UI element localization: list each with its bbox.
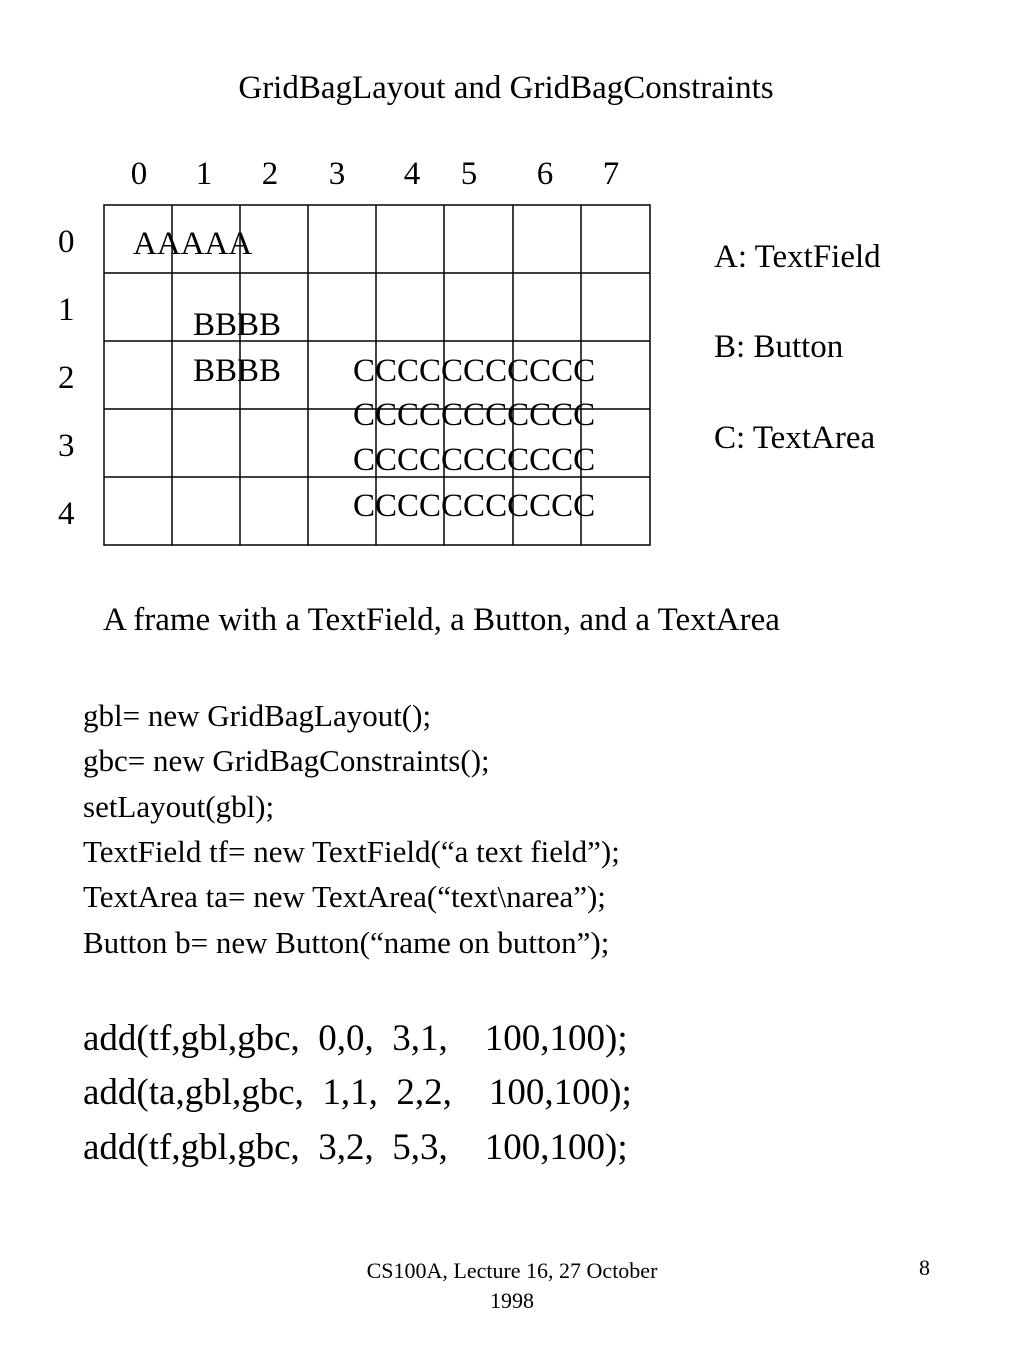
grid-column-label: 7 <box>602 156 620 192</box>
textarea-cells-line2: CCCCCCCCCCC <box>353 397 596 433</box>
grid-column-label: 0 <box>130 156 148 192</box>
grid-row-label: 4 <box>58 496 75 532</box>
code-line: gbl= new GridBagLayout(); <box>83 698 432 733</box>
code-line: TextArea ta= new TextArea(“text\narea”); <box>83 879 606 914</box>
legend-item-c: C: TextArea <box>714 420 876 456</box>
textfield-cells: AAAAA <box>133 226 253 262</box>
code-line: setLayout(gbl); <box>83 789 275 824</box>
textarea-cells-line4: CCCCCCCCCCC <box>353 488 596 524</box>
textarea-cells-line3: CCCCCCCCCCC <box>353 442 596 478</box>
grid-column-label: 6 <box>536 156 554 192</box>
grid-row-label: 2 <box>58 360 75 396</box>
code-line: gbc= new GridBagConstraints(); <box>83 743 490 778</box>
grid-column-label: 4 <box>403 156 421 192</box>
slide-title: GridBagLayout and GridBagConstraints <box>238 70 774 106</box>
code-line: TextField tf= new TextField(“a text field”); <box>83 834 620 869</box>
textarea-cells-line1: CCCCCCCCCCC <box>353 353 596 389</box>
button-cells-row1: BBBB <box>193 307 282 343</box>
grid-column-label: 5 <box>460 156 478 192</box>
add-call-line: add(tf,gbl,gbc, 0,0, 3,1, 100,100); <box>83 1018 628 1059</box>
grid-column-label: 1 <box>195 156 213 192</box>
add-call-line: add(ta,gbl,gbc, 1,1, 2,2, 100,100); <box>83 1072 632 1113</box>
footer-course-info: CS100A, Lecture 16, 27 October 1998 <box>366 1258 658 1313</box>
button-cells-row2: BBBB <box>193 353 282 389</box>
grid-column-label: 3 <box>328 156 346 192</box>
grid-caption: A frame with a TextField, a Button, and a TextArea <box>103 602 780 638</box>
grid-row-label: 3 <box>58 428 75 464</box>
grid-column-label: 2 <box>261 156 279 192</box>
code-line: Button b= new Button(“name on button”); <box>83 925 610 960</box>
grid-row-label: 0 <box>58 224 75 260</box>
add-call-line: add(tf,gbl,gbc, 3,2, 5,3, 100,100); <box>83 1127 628 1168</box>
page-number: 8 <box>919 1255 930 1280</box>
legend-item-a: A: TextField <box>714 239 881 275</box>
grid-row-label: 1 <box>58 292 75 328</box>
legend-item-b: B: Button <box>714 329 844 365</box>
